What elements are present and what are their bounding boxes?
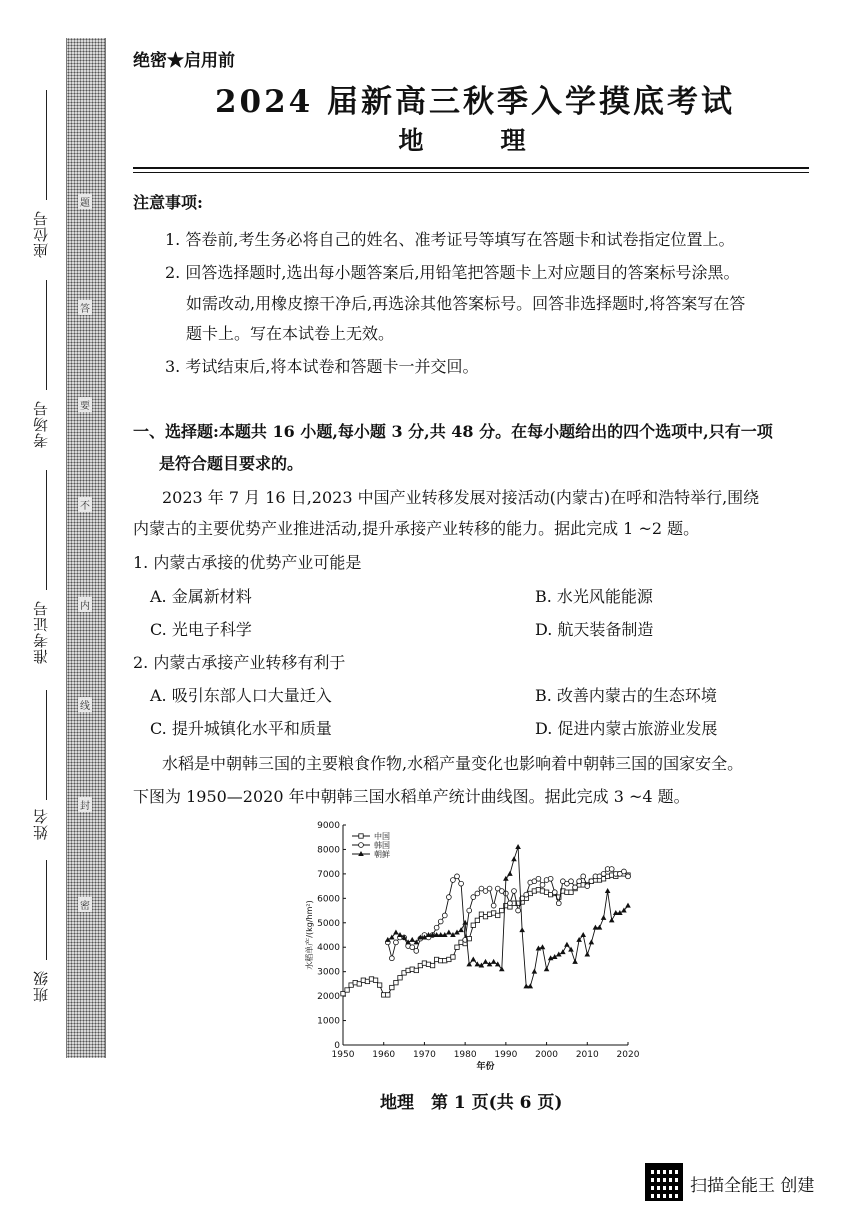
data-point-triangle [483,959,489,964]
data-point-circle [455,874,460,879]
admission-number-label: 准考证号 [32,600,50,664]
data-point-triangle [446,930,452,935]
notice-line: 如需改动,用橡皮擦干净后,再选涂其他答案标号。回答非选择题时,将答案写在答 [186,294,746,313]
seal-char: 要 [78,397,92,412]
data-point-circle [389,956,394,961]
data-point-circle [394,940,399,945]
data-point-circle [414,948,419,953]
seal-char: 答 [78,300,92,315]
notice-line: 3. 考试结束后,将本试卷和答题卡一并交回。 [165,357,479,376]
seal-char: 密 [78,897,92,912]
option-d: D. 促进内蒙古旅游业发展 [535,719,718,738]
data-point-square [414,968,418,972]
data-point-triangle [515,844,521,849]
seal-char: 线 [78,697,92,712]
seal-char: 封 [78,797,92,812]
x-tick-label: 1990 [494,1050,518,1060]
y-axis-title: 水稻单产/(kg/hm²) [305,900,314,970]
data-point-triangle [625,903,631,908]
y-tick-label: 7000 [317,869,340,880]
data-point-circle [459,881,464,886]
data-point-triangle [409,937,415,942]
data-point-triangle [358,851,364,856]
data-point-circle [573,885,578,890]
option-a: A. 金属新材料 [150,587,252,606]
legend-label: 朝鲜 [374,850,390,859]
data-point-square [373,978,377,982]
data-point-circle [626,874,631,879]
section-heading: 一、选择题:本题共 16 小题,每小题 3 分,共 48 分。在每小题给出的四个选项中,只有一项 [133,422,773,441]
data-point-circle [585,884,590,889]
option-c: C. 提升城镇化水平和质量 [150,719,332,738]
field-line [46,470,47,590]
x-tick-label: 2010 [575,1050,599,1060]
data-point-square [394,980,398,984]
data-point-triangle [393,930,399,935]
data-point-circle [359,843,364,848]
data-point-square [496,913,500,917]
notice-line: 题卡上。写在本试卷上无效。 [186,324,395,343]
passage-text: 内蒙古的主要优势产业推进活动,提升承接产业转移的能力。据此完成 1 ~2 题。 [133,519,700,538]
data-point-triangle [564,942,570,947]
exam-title: 2024 届新高三秋季入学摸底考试 [214,84,736,120]
seal-char: 题 [78,194,92,209]
data-point-circle [581,874,586,879]
question-stem: 1. 内蒙古承接的优势产业可能是 [133,553,362,572]
watermark-text: 扫描全能王 创建 [690,1176,815,1196]
data-point-circle [442,913,447,918]
notice-heading: 注意事项: [133,193,203,212]
data-point-triangle [572,959,578,964]
data-point-triangle [540,944,546,949]
y-tick-label: 2000 [317,992,340,1003]
option-a: A. 吸引东部人口大量迁入 [150,686,332,705]
data-point-triangle [584,952,590,957]
data-point-triangle [470,956,476,961]
data-point-triangle [544,966,550,971]
data-point-triangle [527,983,533,988]
data-point-square [359,834,363,838]
data-point-circle [410,945,415,950]
x-tick-label: 1970 [412,1050,436,1060]
data-point-triangle [507,871,513,876]
y-tick-label: 0 [334,1041,340,1051]
data-point-triangle [601,915,607,920]
data-point-square [345,988,349,992]
y-tick-label: 1000 [317,1016,340,1027]
data-point-triangle [605,888,611,893]
question-stem: 2. 内蒙古承接产业转移有利于 [133,653,346,672]
x-tick-label: 2000 [535,1050,559,1060]
data-point-circle [451,878,456,883]
field-line [46,90,47,200]
y-tick-label: 3000 [317,967,340,978]
y-tick-label: 8000 [317,845,340,856]
data-point-triangle [560,949,566,954]
data-point-circle [475,891,480,896]
data-point-square [475,918,479,922]
data-point-triangle [580,932,586,937]
y-tick-label: 5000 [317,918,340,929]
data-point-square [500,908,504,912]
secret-mark: 绝密★启用前 [133,51,235,71]
data-point-triangle [519,927,525,932]
data-point-circle [589,879,594,884]
notice-line: 1. 答卷前,考生务必将自己的姓名、准考证号等填写在答题卡和试卷指定位置上。 [165,230,735,249]
data-point-square [386,993,390,997]
data-point-circle [467,908,472,913]
data-point-circle [516,908,521,913]
seal-char: 不 [78,497,92,512]
data-point-triangle [511,856,517,861]
passage-text: 下图为 1950—2020 年中朝韩三国水稻单产统计曲线图。据此完成 3 ~4 题。 [133,787,690,806]
data-point-square [390,985,394,989]
header-rule [133,172,809,173]
data-point-circle [491,903,496,908]
data-point-triangle [597,925,603,930]
data-point-circle [512,889,517,894]
data-point-triangle [462,920,468,925]
data-point-circle [508,901,513,906]
section-heading: 是符合题目要求的。 [159,454,304,473]
exam-room-label: 考场号 [32,400,50,448]
passage-text: 2023 年 7 月 16 日,2023 中国产业转移发展对接活动(内蒙古)在呼和浩特举行,围绕 [162,488,760,507]
page-number: 地理 第 1 页(共 6 页) [380,1093,563,1113]
option-c: C. 光电子科学 [150,620,252,639]
data-point-square [451,955,455,959]
class-label: 班级 [32,970,50,1002]
notice-line: 2. 回答选择题时,选出每小题答案后,用铅笔把答题卡上对应题目的答案标号涂黑。 [165,263,740,282]
data-point-circle [609,867,614,872]
seal-char: 内 [78,597,92,612]
y-tick-label: 4000 [317,943,340,954]
passage-text: 水稻是中朝韩三国的主要粮食作物,水稻产量变化也影响着中朝韩三国的国家安全。 [162,754,744,773]
name-label: 姓名 [32,808,50,840]
data-point-circle [536,876,541,881]
data-point-circle [601,871,606,876]
data-point-circle [548,876,553,881]
x-tick-label: 2020 [616,1050,640,1060]
data-point-circle [503,891,508,896]
data-point-circle [556,901,561,906]
data-point-circle [524,892,529,897]
data-point-circle [577,879,582,884]
data-point-circle [552,890,557,895]
data-point-square [430,963,434,967]
qr-code-icon [645,1163,683,1201]
data-point-triangle [532,969,538,974]
data-point-triangle [458,927,464,932]
data-point-triangle [491,959,497,964]
field-line [46,860,47,960]
legend-label: 中国 [374,832,390,841]
data-point-circle [446,895,451,900]
legend-label: 韩国 [374,841,390,850]
data-point-square [455,945,459,949]
option-d: D. 航天装备制造 [535,620,654,639]
data-point-triangle [589,939,595,944]
x-tick-label: 1960 [372,1050,396,1060]
y-tick-label: 6000 [317,894,340,905]
data-point-circle [569,879,574,884]
x-axis-title: 年份 [476,1062,495,1072]
data-point-circle [487,886,492,891]
field-line [46,690,47,800]
option-b: B. 改善内蒙古的生态环境 [535,686,717,705]
data-point-circle [540,882,545,887]
x-tick-label: 1950 [331,1050,355,1060]
rice-yield-chart [300,815,645,1075]
data-point-triangle [609,917,615,922]
x-tick-label: 1980 [453,1050,477,1060]
option-b: B. 水光风能能源 [535,587,653,606]
header-rule [133,167,809,169]
data-point-square [377,983,381,987]
seat-number-label: 座位号 [32,210,50,258]
data-point-circle [471,895,476,900]
data-point-square [398,976,402,980]
data-point-circle [438,919,443,924]
data-point-square [471,923,475,927]
y-tick-label: 9000 [317,821,340,831]
data-point-circle [622,869,627,874]
data-point-circle [434,925,439,930]
subject-title: 地 理 [398,126,552,155]
field-line [46,280,47,390]
